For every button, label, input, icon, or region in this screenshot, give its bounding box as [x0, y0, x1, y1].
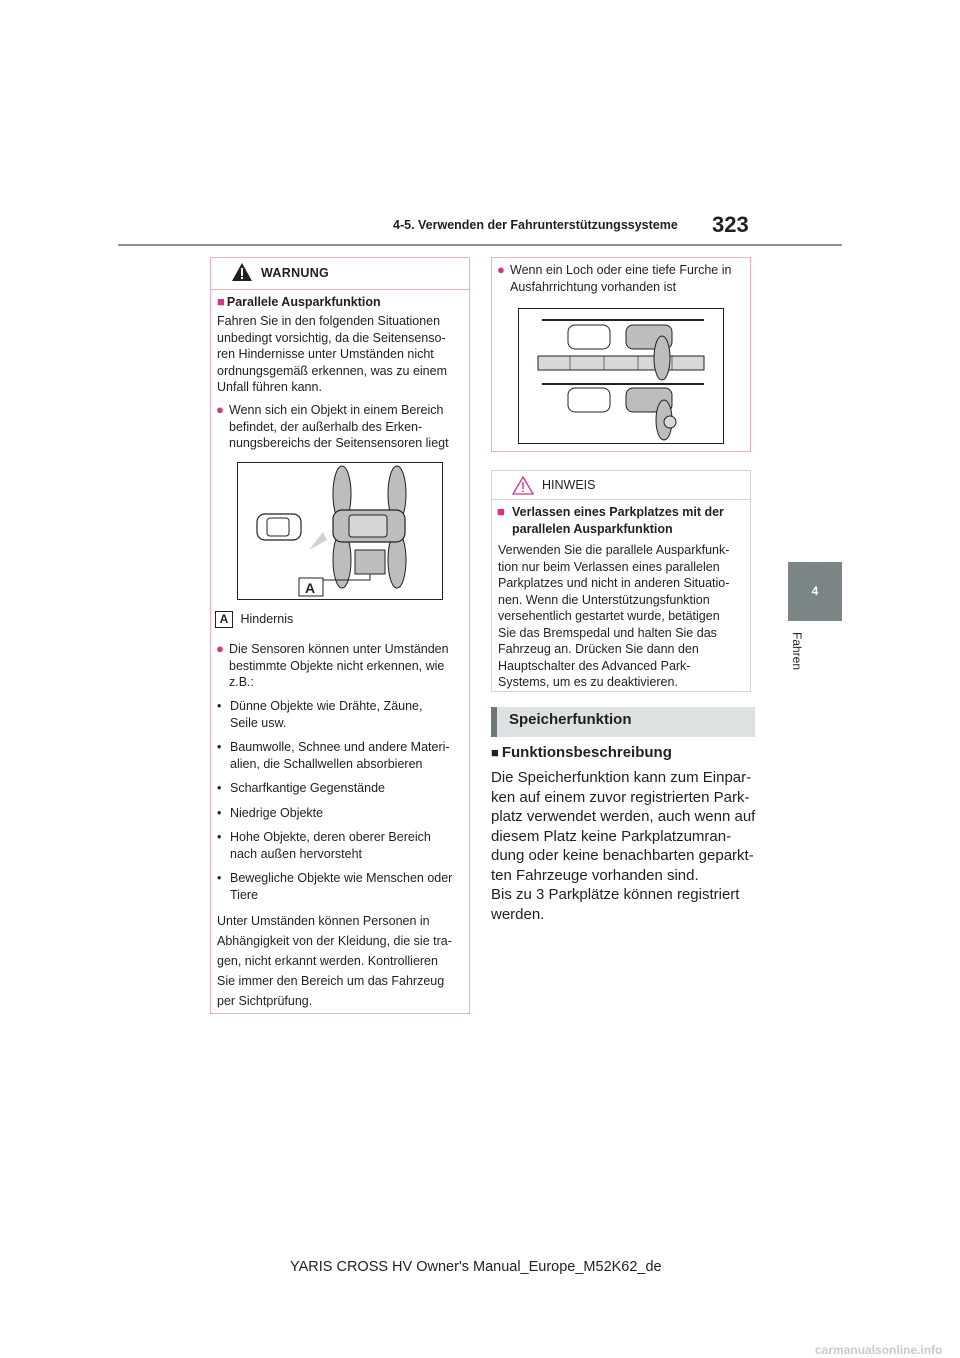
text-line: unbedingt vorsichtig, da die Seitensenso- — [217, 330, 446, 345]
text-line: gen, nicht erkannt werden. Kontrollieren — [217, 954, 438, 968]
warning-items-list — [217, 698, 467, 903]
hint-text — [498, 542, 748, 691]
text-line: Systems, um es zu deaktivieren. — [498, 675, 678, 689]
text-line: Fahren Sie in den folgenden Situationen — [217, 314, 441, 328]
warning-intro — [217, 313, 467, 396]
section-body — [491, 768, 759, 924]
chapter-tab[interactable]: 4 — [788, 562, 842, 621]
warning-header — [211, 258, 469, 290]
text-line: Wenn ein Loch oder eine tiefe Furche in — [510, 263, 732, 277]
text-line: werden. — [491, 905, 545, 923]
text-line: Sie das Bremspedal und halten Sie das — [498, 625, 717, 640]
page-number: 323 — [712, 212, 749, 237]
text-line: Fahrzeug an. Drücken Sie dann den — [498, 642, 699, 656]
warning-heading: Parallele Ausparkfunktion — [226, 295, 381, 309]
section-header: 4-5. Verwenden der Fahrunterstützungssysteme — [393, 218, 678, 232]
text-line: Parkplatzes und nicht in anderen Situatio- — [498, 576, 730, 590]
text-line: Ausfahrrichtung vorhanden ist — [510, 279, 677, 294]
list-item: • Baumwolle, Schnee und andere Materi- alien, die Schallwellen absorbieren — [217, 740, 450, 771]
text-line: Baumwolle, Schnee und andere Materi- — [230, 740, 450, 754]
chapter-label: Fahren — [790, 632, 804, 671]
text-line: Unter Umständen können Personen in — [217, 914, 430, 928]
sensor-range-diagram — [237, 462, 443, 600]
text-line: Bewegliche Objekte wie Menschen oder — [230, 871, 453, 885]
hint-heading — [512, 504, 748, 537]
text-line: Wenn sich ein Objekt in einem Bereich — [229, 403, 444, 417]
text-line: Hohe Objekte, deren oberer Bereich — [230, 830, 431, 844]
text-line: Sie immer den Bereich um das Fahrzeug — [217, 974, 445, 988]
continuation-bullet — [510, 262, 748, 295]
text-line: Die Sensoren können unter Umständen — [229, 642, 449, 656]
text-line: Niedrige Objekte — [230, 805, 324, 820]
hint-title: HINWEIS — [542, 478, 596, 492]
text-line: Tiere — [230, 887, 259, 902]
hint-box — [491, 470, 751, 692]
text-line: Verwenden Sie die parallele Ausparkfunk- — [498, 543, 730, 557]
text-line: Dünne Objekte wie Drähte, Zäune, — [230, 699, 423, 713]
text-line: Scharfkantige Gegenstände — [230, 781, 385, 795]
legend-text: Hindernis — [240, 612, 294, 626]
footer-text: YARIS CROSS HV Owner's Manual_Europe_M52K62_de — [290, 1259, 662, 1275]
warning-closing — [217, 911, 467, 1011]
text-line: nen. Wenn die Unterstützungsfunktion — [498, 592, 710, 607]
caution-triangle-icon — [512, 476, 534, 495]
square-bullet-icon: ■ — [217, 294, 225, 309]
section-title-bar — [491, 707, 755, 737]
bullet-dot-icon: ● — [216, 402, 224, 417]
text-line: Seile usw. — [230, 715, 287, 730]
warning-triangle-icon — [231, 262, 253, 282]
text-line: platz verwendet werden, auch wenn auf — [491, 808, 756, 825]
text-line: befindet, der außerhalb des Erken- — [229, 419, 423, 434]
text-line: ten Fahrzeuge vorhanden sind. — [491, 866, 699, 884]
text-line: Die Speicherfunktion kann zum Einpar- — [491, 769, 752, 786]
text-line: z.B.: — [229, 675, 255, 689]
warning-title: WARNUNG — [261, 266, 330, 280]
bullet-dot-icon: ● — [216, 641, 224, 656]
warning-box — [210, 257, 470, 1014]
hint-header — [492, 471, 750, 500]
text-line: ren Hindernisse unter Umständen nicht — [217, 347, 434, 361]
text-line: ordnungsgemäß erkennen, was zu einem — [217, 363, 447, 378]
watermark: carmanualsonline.info — [815, 1343, 943, 1357]
text-line: Unfall führen kann. — [217, 380, 322, 394]
text-line: nach außen hervorsteht — [230, 846, 363, 861]
text-line: versehentlich gestartet wurde, betätigen — [498, 609, 720, 623]
subheading: Funktionsbeschreibung — [501, 744, 672, 761]
warning-bullet-2 — [229, 641, 467, 691]
hole-diagram — [518, 308, 724, 444]
square-bullet-icon: ■ — [497, 504, 505, 519]
list-item: • Niedrige Objekte — [217, 805, 324, 820]
text-line: ken auf einem zuvor registrierten Park- — [491, 788, 750, 806]
bullet-dot-icon: ● — [497, 262, 505, 277]
text-line: per Sichtprüfung. — [217, 994, 313, 1008]
warning-heading-row — [217, 294, 381, 311]
text-line: nungsbereichs der Seitensensoren liegt — [229, 436, 449, 450]
text-line: Verlassen eines Parkplatzes mit der — [512, 505, 724, 519]
diagram-legend — [215, 611, 293, 628]
svg-text:A: A — [305, 580, 316, 596]
warning-bullet-1 — [229, 402, 467, 452]
list-item: • Bewegliche Objekte wie Menschen oder Tiere — [217, 871, 453, 902]
text-line: tion nur beim Verlassen eines parallelen — [498, 559, 720, 574]
legend-letter-badge: A — [215, 611, 233, 628]
section-title: Speicherfunktion — [509, 711, 632, 728]
text-line: dung oder keine benachbarten geparkt- — [491, 847, 754, 864]
text-line: diesem Platz keine Parkplatzumran- — [491, 827, 732, 845]
subheading-row — [491, 743, 672, 763]
list-item: • Dünne Objekte wie Drähte, Zäune, Seile usw. — [217, 699, 423, 730]
text-line: parallelen Ausparkfunktion — [512, 521, 673, 536]
text-line: alien, die Schallwellen absorbieren — [230, 756, 423, 771]
header-divider — [118, 244, 842, 246]
text-line: Abhängigkeit von der Kleidung, die sie tra- — [217, 934, 452, 948]
text-line: Bis zu 3 Parkplätze können registriert — [491, 886, 740, 903]
text-line: bestimmte Objekte nicht erkennen, wie — [229, 658, 445, 673]
text-line: Hauptschalter des Advanced Park- — [498, 658, 691, 673]
square-bullet-icon: ■ — [491, 745, 499, 760]
list-item: • Scharfkantige Gegenstände — [217, 781, 385, 795]
warning-continuation-box — [491, 257, 751, 452]
list-item: • Hohe Objekte, deren oberer Bereich nach außen hervorsteht — [217, 830, 431, 861]
